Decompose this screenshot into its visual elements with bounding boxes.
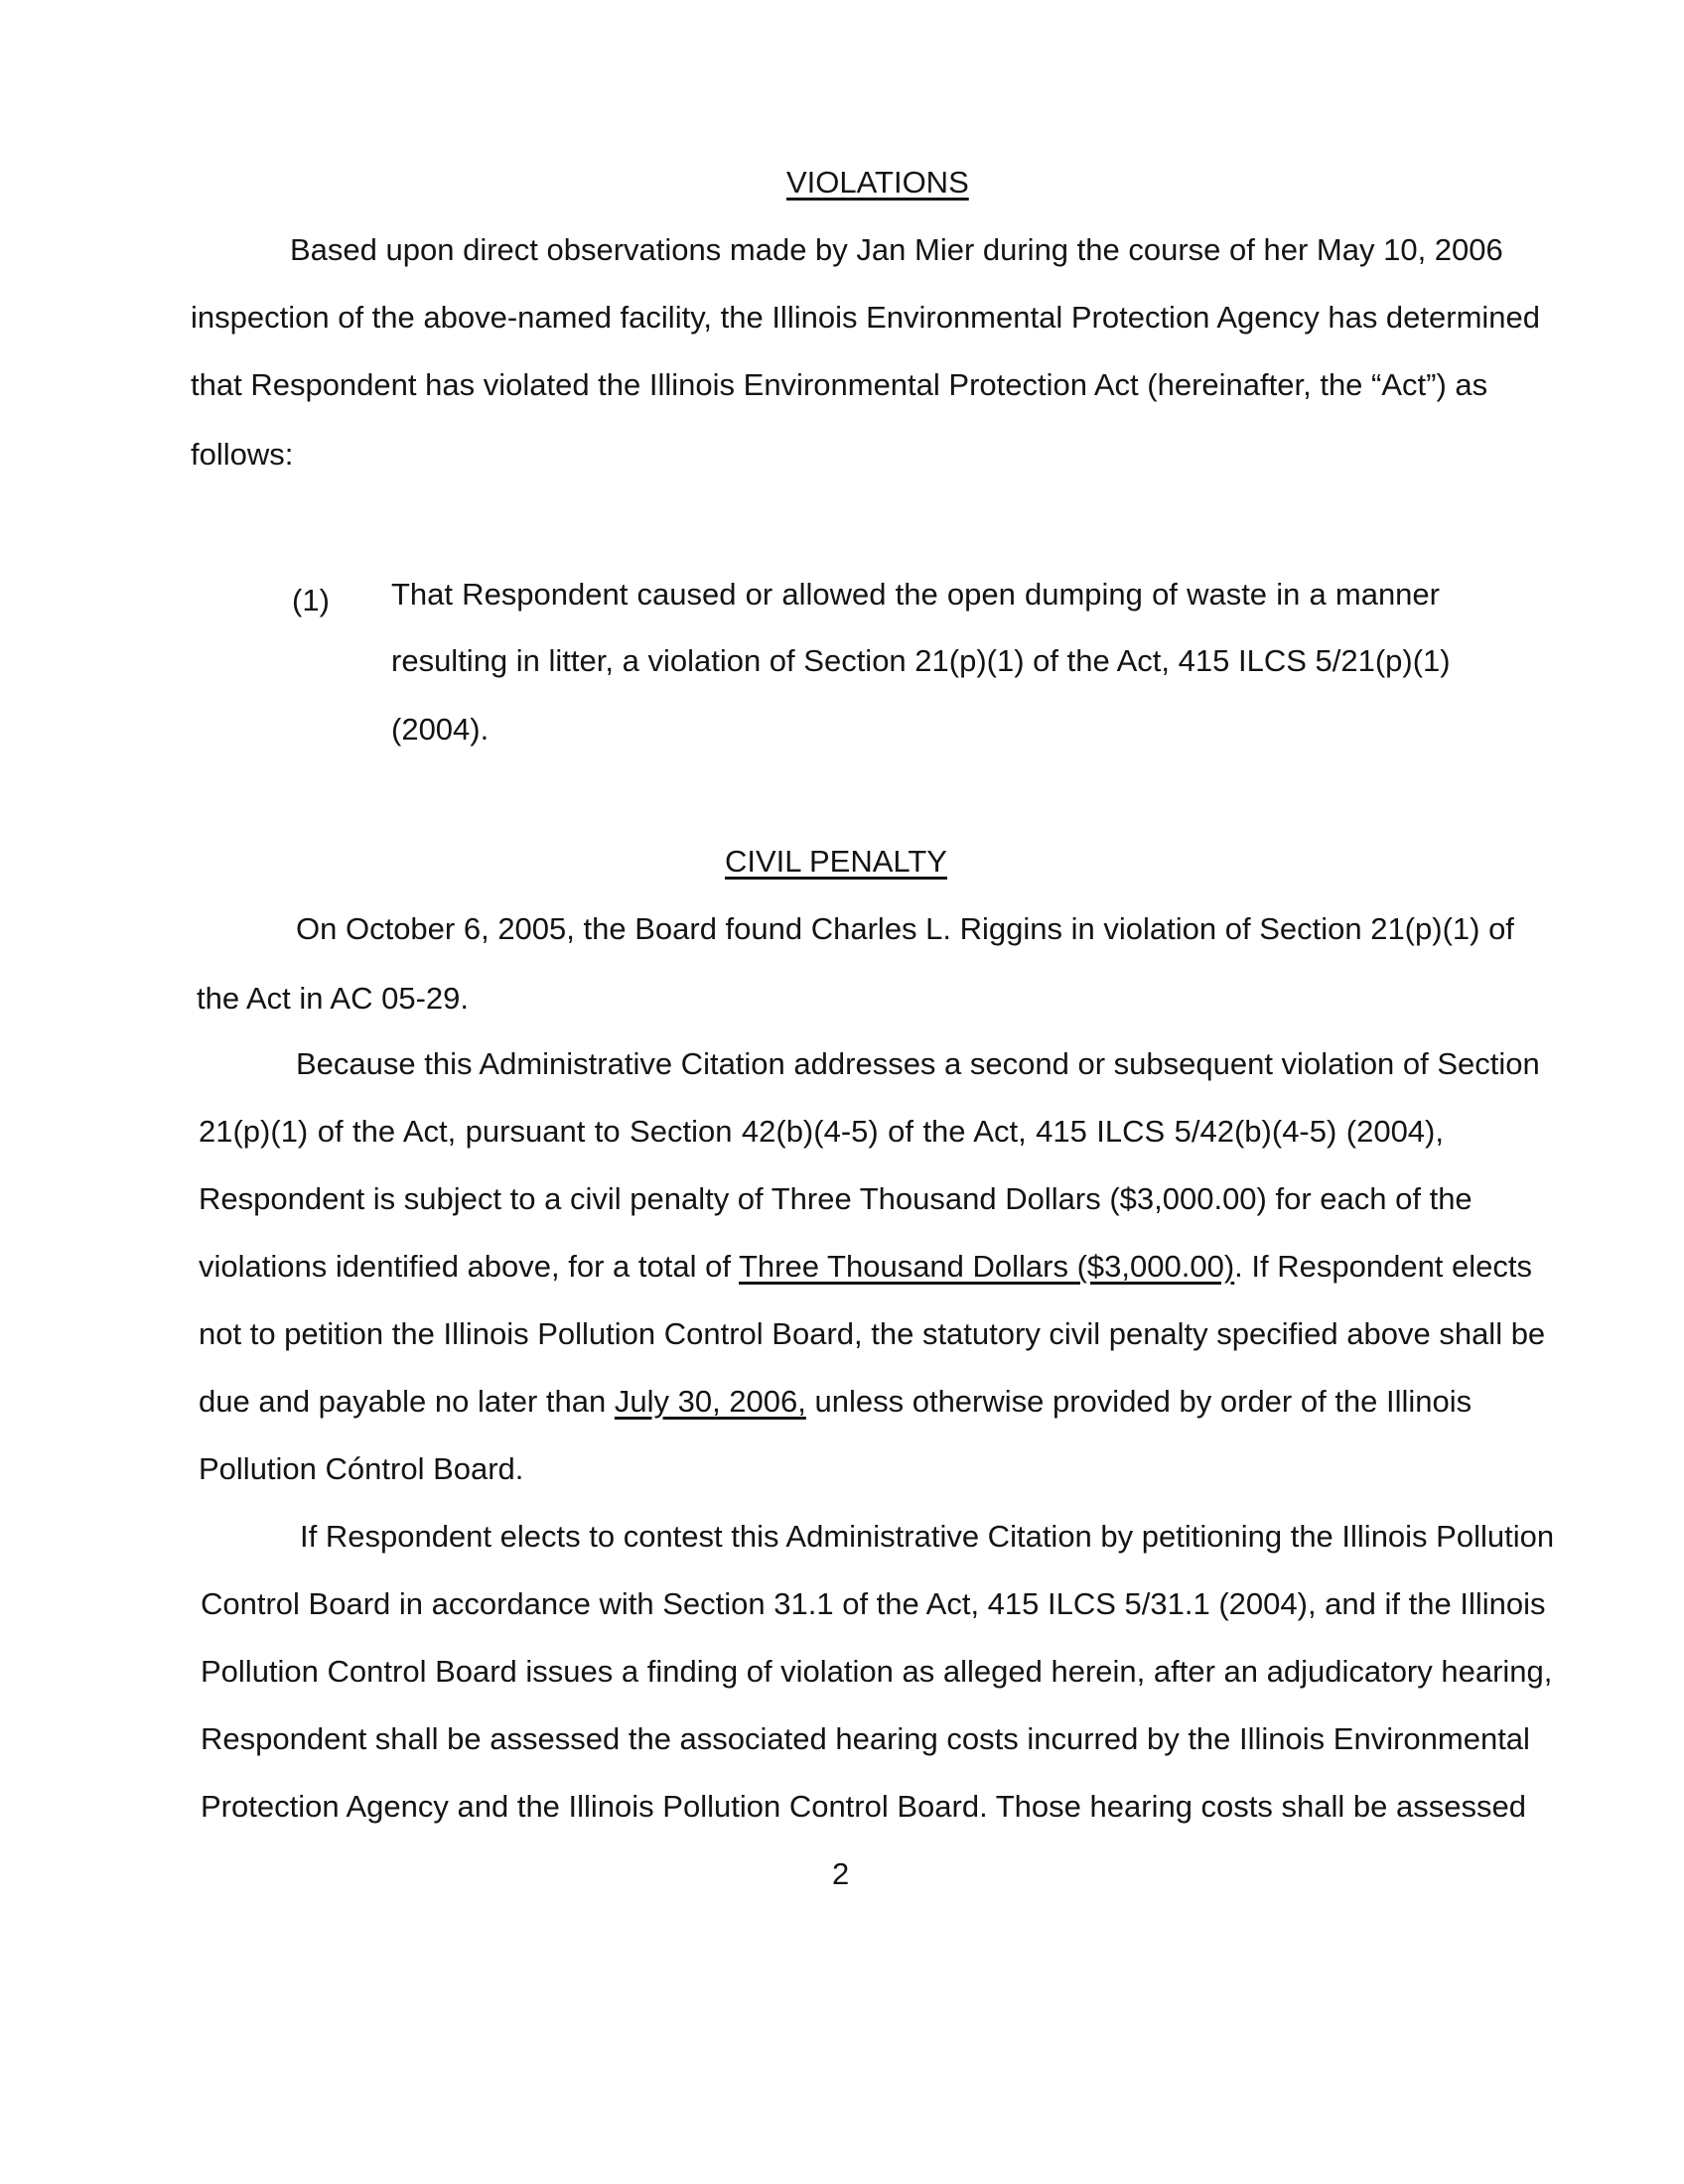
- penalty-para3-line-5: Protection Agency and the Illinois Pollution Control Board. Those hearing costs shall be assessed: [201, 1789, 1526, 1824]
- violation-item-line-2: resulting in litter, a violation of Section 21(p)(1) of the Act, 415 ILCS 5/21(p)(1): [391, 643, 1451, 678]
- violations-intro-line-1: Based upon direct observations made by Jan Mier during the course of her May 10, 2006: [290, 232, 1503, 267]
- penalty-due-pre: due and payable no later than: [199, 1384, 615, 1419]
- penalty-due-post: unless otherwise provided by order of the Illinois: [805, 1384, 1473, 1419]
- violations-intro-line-4: follows:: [191, 437, 294, 472]
- violation-item-number: (1): [292, 583, 330, 617]
- penalty-due-date: July 30, 2006,: [614, 1384, 806, 1419]
- penalty-total-amount: Three Thousand Dollars ($3,000.00): [739, 1249, 1235, 1284]
- violations-heading: VIOLATIONS: [786, 165, 969, 200]
- penalty-para3-line-3: Pollution Control Board issues a finding of violation as alleged herein, after an adjudicatory hearing,: [201, 1654, 1553, 1689]
- penalty-para2-line-5: not to petition the Illinois Pollution Control Board, the statutory civil penalty specified above shall be: [199, 1316, 1546, 1351]
- penalty-para2-line-4: [199, 1247, 1533, 1287]
- civil-penalty-heading: CIVIL PENALTY: [725, 844, 947, 879]
- penalty-para3-line-4: Respondent shall be assessed the associated hearing costs incurred by the Illinois Environmental: [201, 1721, 1530, 1756]
- penalty-total-pre: violations identified above, for a total of: [199, 1249, 739, 1284]
- penalty-para2-line-6: [199, 1382, 1473, 1422]
- penalty-para2-line-3: Respondent is subject to a civil penalty of Three Thousand Dollars ($3,000.00) for each of the: [199, 1181, 1473, 1216]
- penalty-para1-line-1: On October 6, 2005, the Board found Charles L. Riggins in violation of Section 21(p)(1) of: [296, 911, 1514, 946]
- penalty-para3-line-2: Control Board in accordance with Section 31.1 of the Act, 415 ILCS 5/31.1 (2004), and if the Illinois: [201, 1586, 1546, 1621]
- penalty-para2-line-7: Pollution Cóntrol Board.: [199, 1451, 524, 1486]
- penalty-para3-line-1: If Respondent elects to contest this Administrative Citation by petitioning the Illinois Pollution: [300, 1519, 1555, 1554]
- violation-item-line-1: That Respondent caused or allowed the open dumping of waste in a manner: [391, 577, 1440, 612]
- violation-item-line-3: (2004).: [391, 712, 490, 747]
- penalty-total-post: . If Respondent elects: [1234, 1249, 1533, 1284]
- penalty-para2-line-2: 21(p)(1) of the Act, pursuant to Section 42(b)(4-5) of the Act, 415 ILCS 5/42(b)(4-5) (2004),: [199, 1114, 1444, 1149]
- penalty-para1-line-2: the Act in AC 05-29.: [197, 981, 470, 1016]
- violations-intro-line-3: that Respondent has violated the Illinois Environmental Protection Act (hereinafter, the “Act”) as: [191, 367, 1488, 402]
- violations-intro-line-2: inspection of the above-named facility, the Illinois Environmental Protection Agency has determined: [191, 300, 1541, 335]
- penalty-para2-line-1: Because this Administrative Citation addresses a second or subsequent violation of Section: [296, 1046, 1540, 1081]
- page-number: 2: [832, 1856, 850, 1891]
